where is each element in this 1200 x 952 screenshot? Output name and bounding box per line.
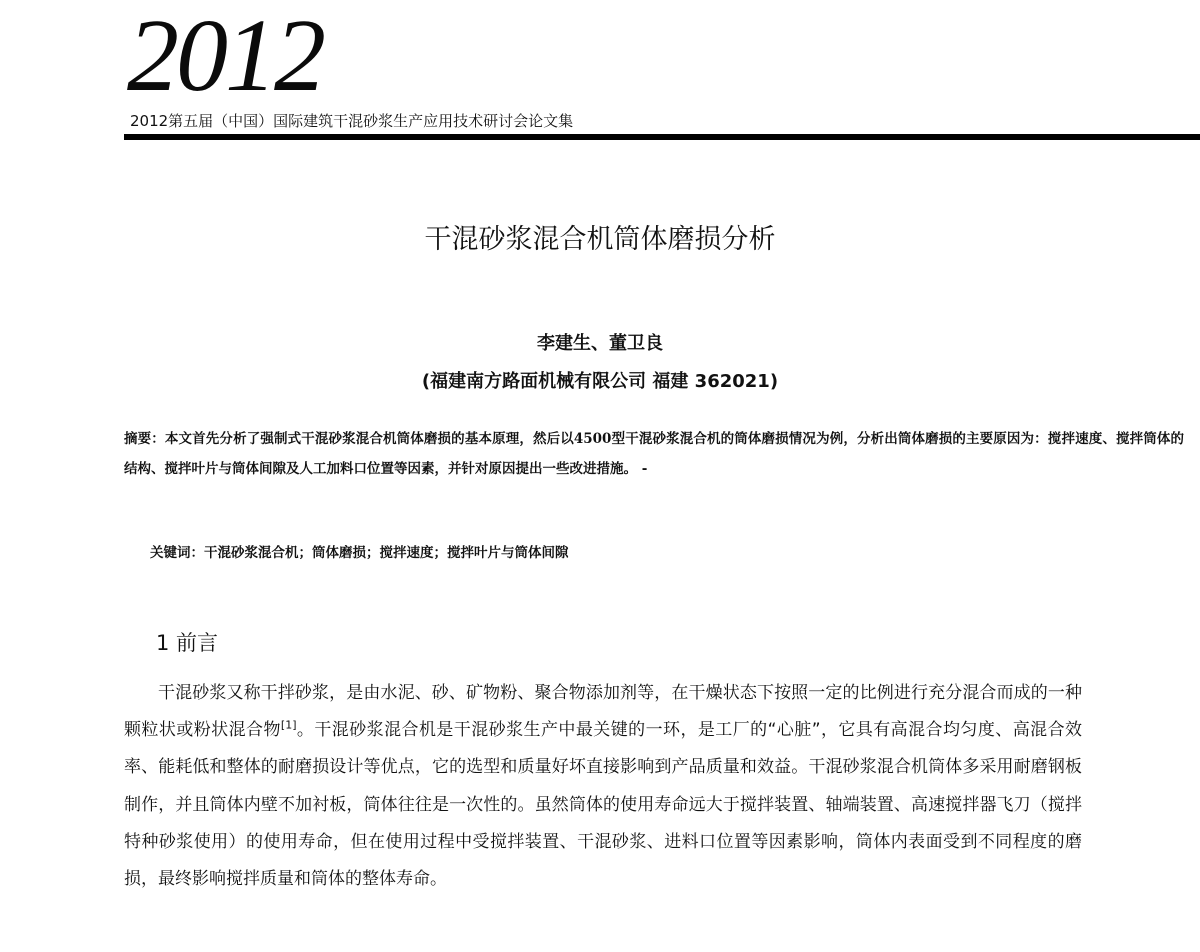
keywords: [150, 541, 1180, 565]
abstract: [124, 424, 1184, 484]
abstract-text: 本文首先分析了强制式干混砂浆混合机筒体磨损的基本原理，然后以4500型干混砂浆混合机的筒体磨损情况为例，分析出筒体磨损的主要原因为：搅拌速度、搅拌筒体的结构、搅拌叶片与筒体间隙及人工加料口位置等因素，并针对原因提出一些改进措施。 -: [124, 431, 1185, 477]
keywords-text: 干混砂浆混合机；筒体磨损；搅拌速度；搅拌叶片与筒体间隙: [204, 545, 569, 561]
paper-affiliation: (福建南方路面机械有限公司 福建 362021): [421, 371, 779, 392]
header-rule: [124, 134, 1200, 140]
paper-authors: 李建生、董卫良: [537, 333, 663, 354]
paper-title: 干混砂浆混合机筒体磨损分析: [424, 224, 776, 255]
abstract-label: 摘要：: [124, 431, 165, 447]
body-text-part2: 。干混砂浆混合机是干混砂浆生产中最关键的一环，是工厂的“心脏”，它具有高混合均匀度、高混合效率、能耗低和整体的耐磨损设计等优点，它的选型和质量好坏直接影响到产品质量和效益。干混砂浆混合机筒体多采用耐磨钢板制作，并且筒体内壁不加衬板，筒体往往是一次性的。虽然筒体的使用寿命远大于搅拌装置、轴端装置、高速搅拌器飞刀（搅拌特种砂浆使用）的使用寿命，但在使用过程中受搅拌装置、干混砂浆、进料口位置等因素影响，筒体内表面受到不同程度的磨损，最终影响搅拌质量和筒体的整体寿命。: [124, 720, 1083, 890]
body-text-part1: 干混砂浆又称干拌砂浆，是由水泥、砂、矿物粉、聚合物添加剂等，在干燥状态下按照一定的比例进行充分混合而成的一种颗粒状或粉状混合物: [124, 683, 1082, 741]
keywords-label: 关键词：: [150, 545, 204, 561]
proceedings-header: [0, 0, 1200, 150]
body-paragraph: [124, 675, 1082, 898]
citation-marker: [1]: [280, 718, 297, 732]
header-year: 2012: [127, 0, 323, 113]
proceedings-series-title: 2012第五届（中国）国际建筑干混砂浆生产应用技术研讨会论文集: [130, 112, 574, 130]
section-heading: 1 前言: [156, 631, 219, 655]
